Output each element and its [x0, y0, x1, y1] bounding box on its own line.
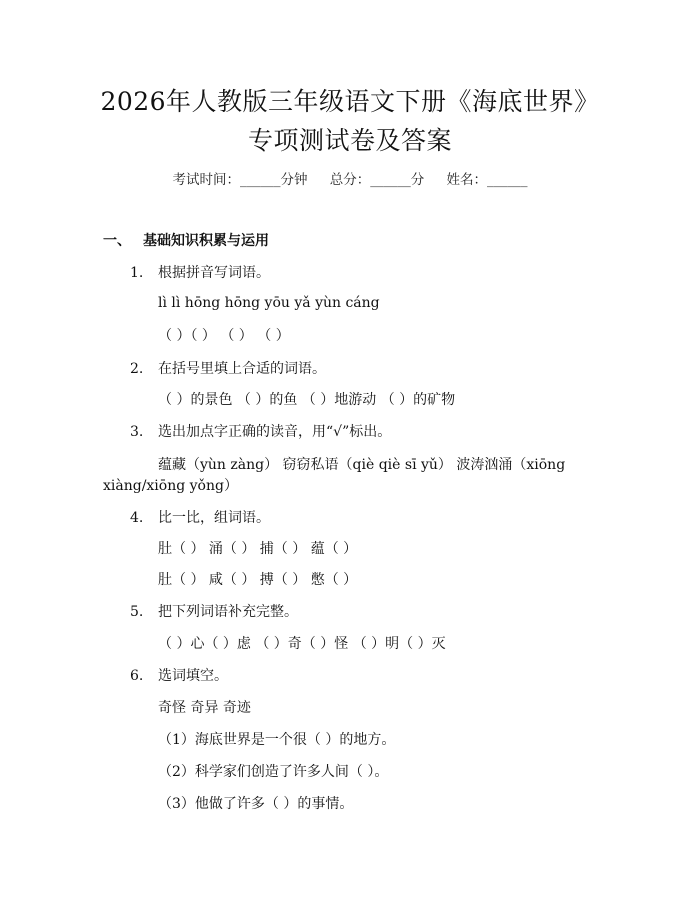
word-choices: 奇怪 奇异 奇迹 — [158, 700, 251, 716]
section-heading — [103, 230, 269, 250]
section-title: 基础知识积累与运用 — [143, 233, 269, 249]
fill-blank-line: （ ）的景色 （ ）的鱼 （ ）地游动 （ ）的矿物 — [158, 392, 456, 408]
pinyin-line: lì lì hōng hōng yōu yǎ yùn cáng — [158, 295, 380, 311]
question-number: 2. — [130, 361, 144, 377]
compare-row-1: 肚（ ） 涌（ ） 捕（ ） 蕴（ ） — [158, 541, 358, 557]
pronunciation-line: 蕴藏（yùn zàng） 窃窃私语（qiè qiè sī yǔ） 波涛汹涌（xiōng — [158, 457, 566, 473]
exam-time: 考试时间：______分钟 — [172, 172, 308, 188]
question-number: 3. — [130, 424, 144, 440]
question-text: 把下列词语补充完整。 — [158, 604, 298, 620]
title-line-1: 2026年人教版三年级语文下册《海底世界》 — [100, 87, 600, 116]
sentence-2: （2）科学家们创造了许多人间（ ）。 — [158, 764, 389, 780]
question-text: 根据拼音写词语。 — [158, 265, 270, 281]
total-score: 总分：______分 — [329, 172, 425, 188]
question-1 — [130, 262, 270, 282]
question-4 — [130, 507, 270, 527]
answer-blanks: （ ）（ ） （ ） （ ） — [158, 328, 290, 344]
question-5 — [130, 601, 298, 621]
question-number: 5. — [130, 604, 144, 620]
student-name: 姓名：______ — [446, 172, 528, 188]
question-number: 4. — [130, 510, 144, 526]
question-number: 6. — [130, 668, 144, 684]
question-number: 1. — [130, 265, 144, 281]
pronunciation-line-wrap: xiàng/xiōng yǒng） — [103, 478, 238, 494]
section-number: 一、 — [103, 233, 131, 249]
title-line-2: 专项测试卷及答案 — [247, 126, 452, 155]
sentence-3: （3）他做了许多（ ）的事情。 — [158, 796, 354, 812]
sentence-1: （1）海底世界是一个很（ ）的地方。 — [158, 732, 396, 748]
question-3 — [130, 421, 391, 441]
question-text: 比一比，组词语。 — [158, 510, 270, 526]
question-text: 选出加点字正确的读音，用“√”标出。 — [158, 424, 392, 440]
idiom-line: （ ）心（ ）虑 （ ）奇（ ）怪 （ ）明（ ）灭 — [158, 636, 446, 652]
question-2 — [130, 358, 326, 378]
compare-row-2: 肚（ ） 咸（ ） 搏（ ） 憋（ ） — [158, 572, 358, 588]
exam-info — [0, 168, 700, 188]
question-text: 在括号里填上合适的词语。 — [158, 361, 326, 377]
question-6 — [130, 665, 228, 685]
question-text: 选词填空。 — [158, 668, 228, 684]
